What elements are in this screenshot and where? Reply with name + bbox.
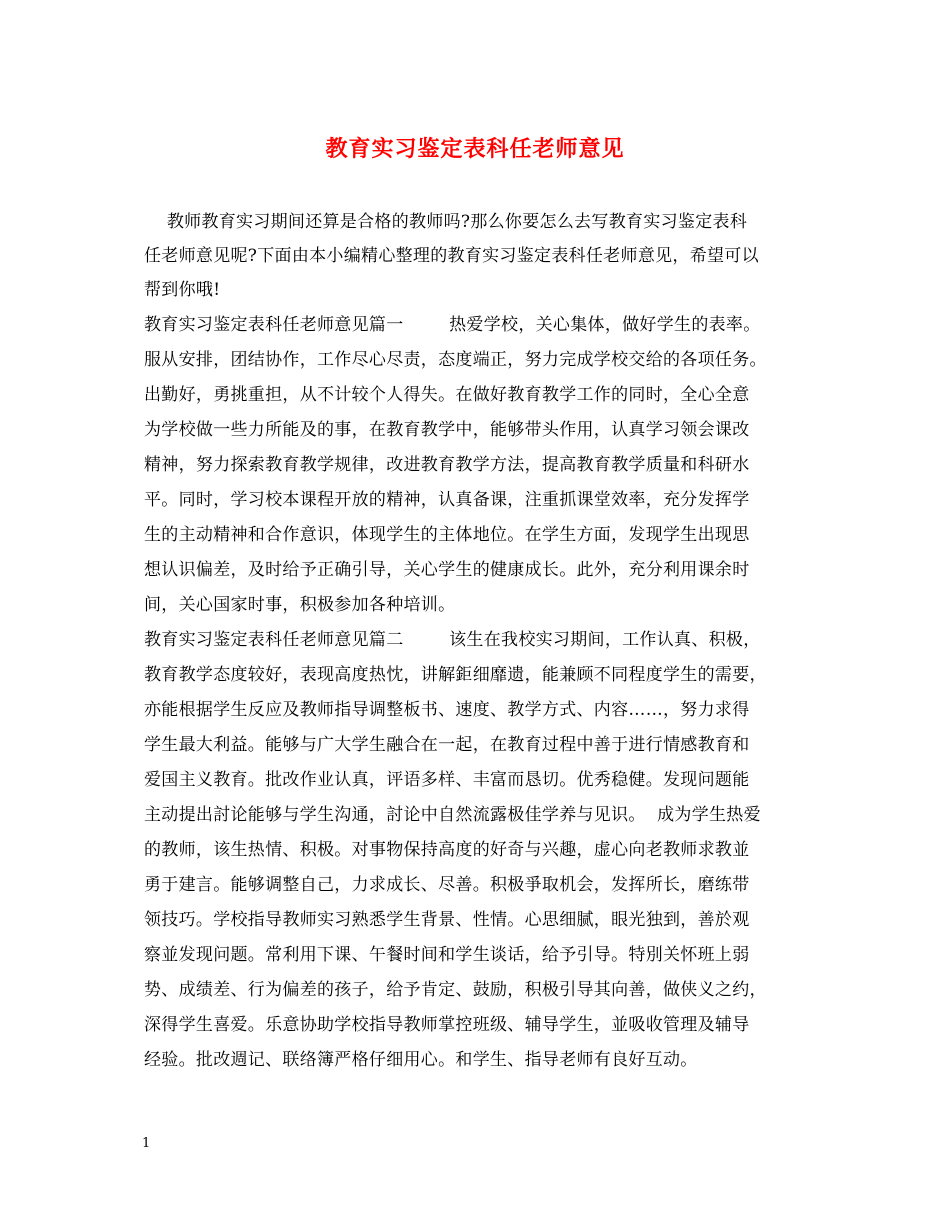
section-heading-line: 教育实习鉴定表科任老师意见篇二 该生在我校实习期间，工作认真、积极， xyxy=(144,630,761,650)
section-heading-line: 教育实习鉴定表科任老师意见篇一 热爱学校，关心集体，做好学生的表率。 xyxy=(144,315,761,335)
text-line: 亦能根据学生反应及教师指导调整板书、速度、教学方式、内容……，努力求得 xyxy=(144,700,750,720)
text-line: 教育教学态度较好，表现高度热忱，讲解鉅细靡遗，能兼顾不同程度学生的需要， xyxy=(144,665,767,685)
text-line: 出勤好，勇挑重担，从不计较个人得失。在做好教育教学工作的同时，全心全意 xyxy=(144,385,750,405)
text-line: 经验。批改週记、联络簿严格仔细用心。和学生、指导老师有良好互动。 xyxy=(144,1050,698,1070)
page-number: 1 xyxy=(142,1136,151,1151)
text-line: 服从安排，团结协作，工作尽心尽责，态度端正，努力完成学校交给的各项任务。 xyxy=(144,350,767,370)
text-line: 教师教育实习期间还算是合格的教师吗?那么你要怎么去写教育实习鉴定表科 xyxy=(144,212,748,232)
text-line: 勇于建言。能够调整自己，力求成长、尽善。积极爭取机会，发挥所长，磨练带 xyxy=(144,875,750,895)
text-line: 爱国主义教育。批改作业认真，评语多样、丰富而恳切。优秀稳健。发现问题能 xyxy=(144,770,750,790)
text-line: 任老师意见呢?下面由本小编精心整理的教育实习鉴定表科任老师意见，希望可以 xyxy=(144,246,759,266)
text-line: 生的主动精神和合作意识，体现学生的主体地位。在学生方面，发现学生出现思 xyxy=(144,525,750,545)
page-title: 教育实习鉴定表科任老师意见 xyxy=(325,136,625,162)
text-line: 领技巧。学校指导教师实习熟悉学生背景、性情。心思细腻，眼光独到，善於观 xyxy=(144,910,750,930)
text-line: 的教师，该生热情、积极。对事物保持高度的好奇与兴趣，虚心向老教师求教並 xyxy=(144,840,750,860)
text-line: 察並发现问题。常利用下课、午餐时间和学生谈话，给予引导。特別关怀班上弱 xyxy=(144,945,750,965)
text-line: 平。同时，学习校本课程开放的精神，认真备课，注重抓课堂效率，充分发挥学 xyxy=(144,490,750,510)
text-line: 想认识偏差，及时给予正确引导，关心学生的健康成长。此外，充分利用课余时 xyxy=(144,560,750,580)
text-line: 间，关心国家时事，积极参加各种培训。 xyxy=(144,595,456,615)
text-line: 学生最大利益。能够与广大学生融合在一起，在教育过程中善于进行情感教育和 xyxy=(144,735,750,755)
text-line: 主动提出討论能够与学生沟通，討论中自然流露极佳学养与见识。 成为学生热爱 xyxy=(144,805,761,825)
text-line: 为学校做一些力所能及的事，在教育教学中，能够带头作用，认真学习领会课改 xyxy=(144,420,750,440)
text-line: 势、成绩差、行为偏差的孩子，给予肯定、鼓励，积极引导其向善，做侠义之约， xyxy=(144,980,767,1000)
text-line: 精神，努力探索教育教学规律，改进教育教学方法，提高教育教学质量和科研水 xyxy=(144,455,750,475)
text-line: 深得学生喜爱。乐意协助学校指导教师掌控班级、辅导学生，並吸收管理及辅导 xyxy=(144,1015,750,1035)
text-line: 帮到你哦! xyxy=(144,280,221,300)
